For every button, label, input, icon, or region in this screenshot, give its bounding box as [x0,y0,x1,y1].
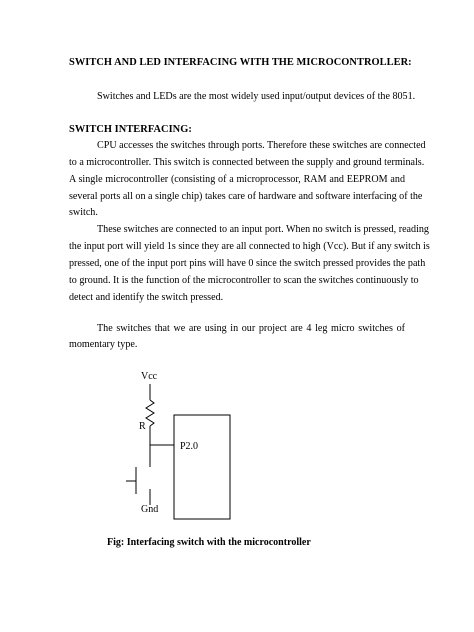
resistor-symbol [146,400,154,426]
para1-line: switch. [69,207,98,218]
para2-line: These switches are connected to an input port. When no switch is pressed, reading [97,224,429,235]
vcc-label: Vcc [141,371,158,382]
main-heading: SWITCH AND LED INTERFACING WITH THE MICROCONTROLLER: [69,57,412,68]
para2-line: pressed, one of the input port pins will have 0 since the switch pressed provides the path [69,258,426,269]
microcontroller-box [174,415,230,519]
para2-line: detect and identify the switch pressed. [69,292,224,303]
para2-line: to ground. It is the function of the microcontroller to scan the switches continuously to [69,275,419,286]
figure-caption: Fig: Interfacing switch with the microcontroller [107,537,311,548]
para1-line: CPU accesses the switches through ports. Therefore these switches are connected [97,140,426,151]
para3-line: momentary type. [69,339,138,350]
para1-line: A single microcontroller (consisting of a microprocessor, RAM and EEPROM and [69,174,405,185]
para1-line: to a microcontroller. This switch is connected between the supply and ground terminals. [69,157,425,168]
gnd-label: Gnd [141,504,159,515]
para3-line: The switches that we are using in our project are 4 leg micro switches of [97,323,405,334]
para1-line: several ports all on a single chip) takes care of hardware and software interfacing of the [69,191,423,202]
port-label: P2.0 [180,441,199,452]
para2-line: the input port will yield 1s since they are all connected to high (Vcc). But if any switch is [69,241,430,252]
intro-line: Switches and LEDs are the most widely used input/output devices of the 8051. [97,91,416,102]
section-heading: SWITCH INTERFACING: [69,124,192,135]
resistor-label: R [139,421,146,432]
